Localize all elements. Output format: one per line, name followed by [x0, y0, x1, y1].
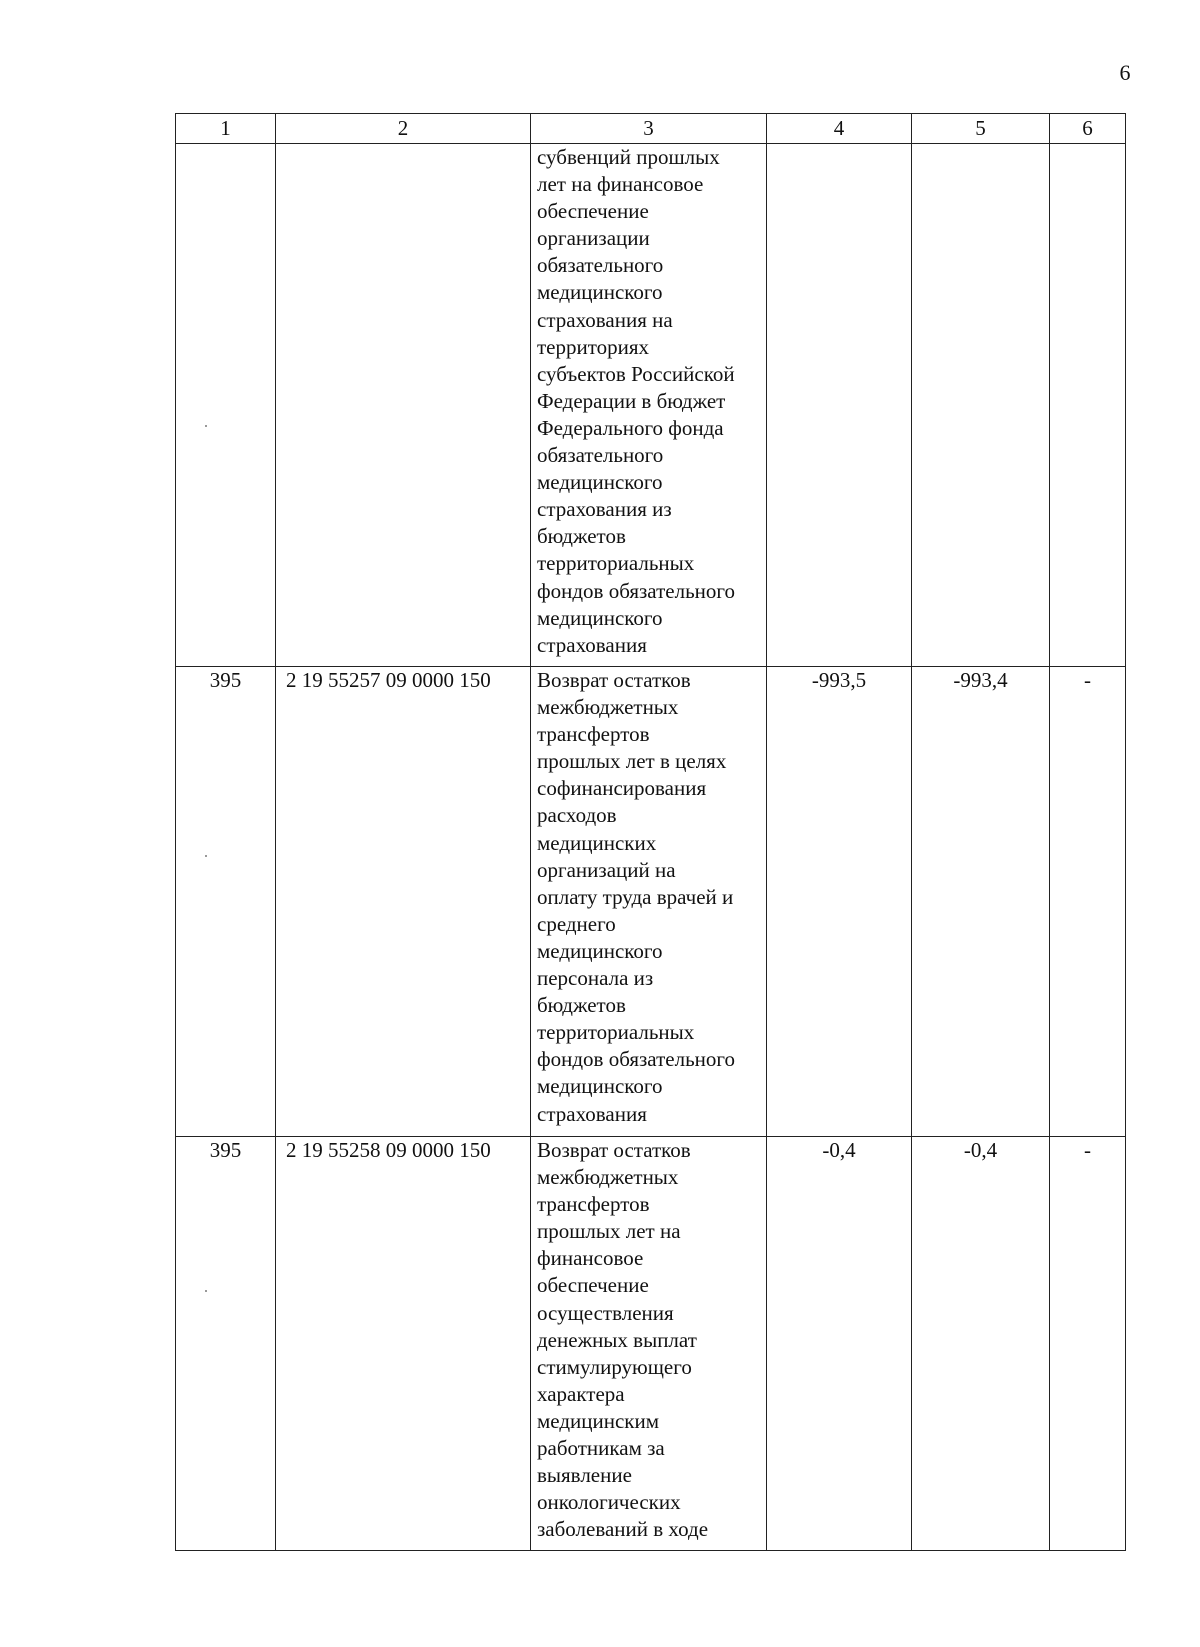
column-header-4: 4	[767, 114, 912, 144]
row-number-cell: 395	[176, 1137, 276, 1551]
scan-speck	[205, 1290, 207, 1292]
description-line: прошлых лет на	[537, 1219, 681, 1244]
description-line: Возврат остатков	[537, 1138, 691, 1162]
budget-code-cell: 2 19 55257 09 0000 150	[276, 667, 531, 1137]
row-number-cell: 395	[176, 667, 276, 1137]
description-line: субъектов Российской	[537, 361, 735, 386]
description-line: медицинским	[537, 1408, 660, 1433]
description-line: медицинского	[537, 938, 663, 963]
description-line: выявление	[537, 1463, 632, 1488]
description-line: софинансирования	[537, 776, 707, 801]
description-line: организации	[537, 226, 650, 251]
table-header-row	[176, 114, 1126, 144]
description-line: трансфертов	[537, 1192, 650, 1217]
budget-table	[175, 113, 1126, 1551]
description-line: межбюджетных	[537, 1165, 679, 1190]
description-line: территориальных	[537, 551, 695, 576]
description-line: прошлых лет в целях	[537, 749, 727, 774]
budget-code-cell	[276, 144, 531, 667]
amount-col6-cell: -	[1050, 1137, 1126, 1551]
amount-col5-cell: -993,4	[912, 667, 1050, 1137]
description-line: онкологических	[537, 1490, 681, 1515]
amount-col6-cell: -	[1050, 667, 1126, 1137]
description-line: страхования	[537, 1101, 647, 1126]
description-line: Федерального фонда	[537, 415, 724, 440]
description-line: оплату труда врачей и	[537, 884, 734, 909]
column-header-1: 1	[176, 114, 276, 144]
description-line: территориях	[537, 334, 650, 359]
description-line: денежных выплат	[537, 1327, 697, 1352]
description-line: медицинского	[537, 280, 663, 305]
description-line: трансфертов	[537, 722, 650, 747]
description-line: обеспечение	[537, 199, 649, 224]
column-header-6: 6	[1050, 114, 1126, 144]
description-line: обеспечение	[537, 1273, 649, 1298]
description-line: персонала из	[537, 966, 654, 991]
description-cell	[531, 667, 767, 1137]
description-line: медицинских	[537, 830, 657, 855]
description-cell	[531, 144, 767, 667]
description-line: медицинского	[537, 1074, 663, 1099]
description-line: финансовое	[537, 1246, 644, 1271]
amount-col4-cell: -0,4	[767, 1137, 912, 1551]
description-line: среднего	[537, 911, 616, 936]
description-line: работникам за	[537, 1436, 665, 1461]
column-header-2: 2	[276, 114, 531, 144]
table-row	[176, 667, 1126, 1137]
description-line: осуществления	[537, 1300, 674, 1325]
description-line: субвенций прошлых	[537, 145, 720, 169]
description-line: стимулирующего	[537, 1354, 692, 1379]
description-line: территориальных	[537, 1020, 695, 1045]
description-line: бюджетов	[537, 993, 626, 1018]
description-line: фондов обязательного	[537, 1047, 735, 1072]
description-line: расходов	[537, 803, 617, 828]
row-number-cell	[176, 144, 276, 667]
description-line: заболеваний в ходе	[537, 1517, 709, 1542]
description-line: характера	[537, 1381, 625, 1406]
description-line: межбюджетных	[537, 695, 679, 720]
scan-speck	[205, 855, 207, 857]
description-line: бюджетов	[537, 524, 626, 549]
description-line: Федерации в бюджет	[537, 388, 726, 413]
column-header-3: 3	[531, 114, 767, 144]
budget-code-cell: 2 19 55258 09 0000 150	[276, 1137, 531, 1551]
table-row	[176, 144, 1126, 667]
amount-col6-cell	[1050, 144, 1126, 667]
description-line: организаций на	[537, 857, 676, 882]
column-header-5: 5	[912, 114, 1050, 144]
amount-col5-cell	[912, 144, 1050, 667]
amount-col5-cell: -0,4	[912, 1137, 1050, 1551]
description-line: медицинского	[537, 470, 663, 495]
description-line: фондов обязательного	[537, 578, 735, 603]
description-line: медицинского	[537, 605, 663, 630]
description-line: страхования из	[537, 497, 672, 522]
description-line: Возврат остатков	[537, 668, 691, 692]
scan-speck	[205, 425, 207, 427]
amount-col4-cell: -993,5	[767, 667, 912, 1137]
description-line: лет на финансовое	[537, 172, 704, 197]
amount-col4-cell	[767, 144, 912, 667]
description-line: обязательного	[537, 253, 664, 278]
table-row	[176, 1137, 1126, 1551]
description-line: обязательного	[537, 443, 664, 468]
description-cell	[531, 1137, 767, 1551]
description-line: страхования	[537, 632, 647, 657]
description-line: страхования на	[537, 307, 673, 332]
page-number: 6	[1119, 60, 1131, 85]
